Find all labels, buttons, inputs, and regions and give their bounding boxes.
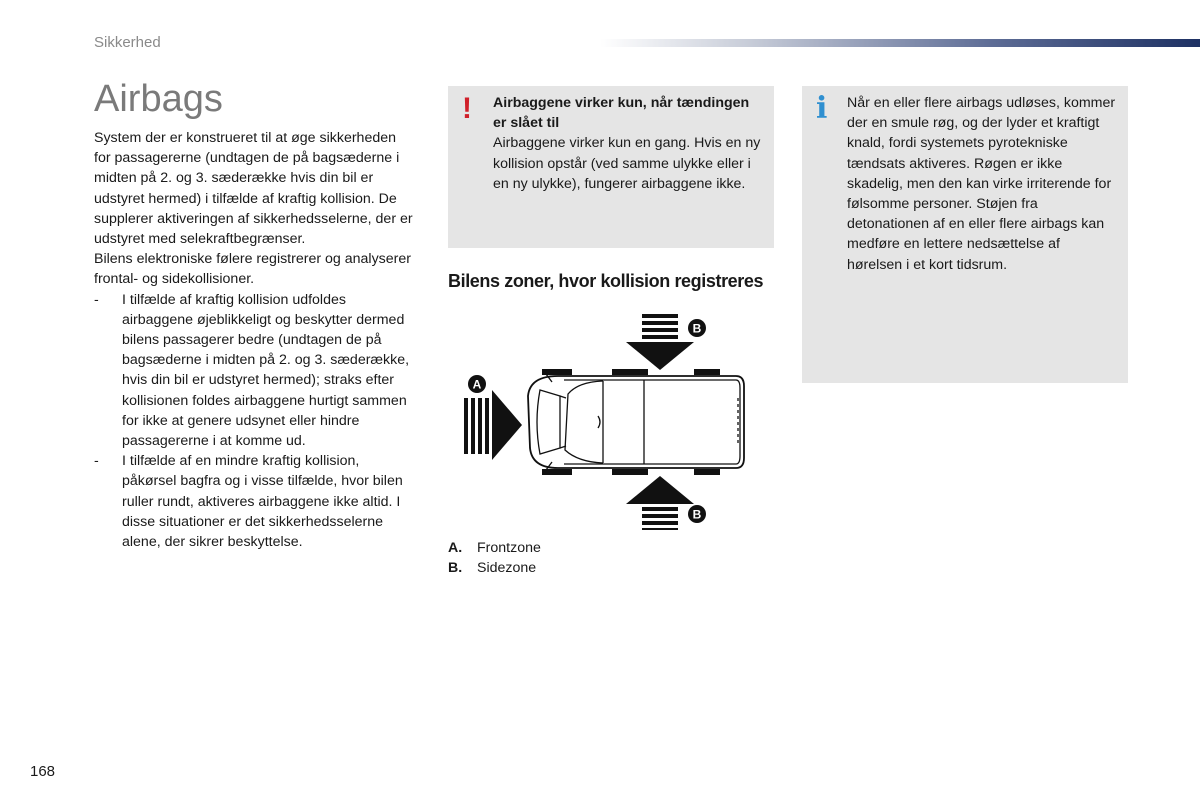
label-b-badge-bottom	[688, 505, 706, 523]
label-a: A	[472, 377, 482, 392]
side-impact-arrow-top	[626, 314, 694, 370]
label-b-top: B	[692, 321, 702, 336]
info-text: Når en eller flere airbags udløses, kommer der en smule røg, og der lyder et kraftigt knald, fordi systemets pyrotekniske tændsats aktiveres. Røgen er ikke skadelig, men den kan virke irriterende for følsomme personer. Støjen fra detonationen af en eller flere airbags kan medføre en lettere nedsættelse af hørelsen i et kort tidsrum.	[847, 95, 1116, 273]
legend-key: B.	[448, 560, 463, 577]
legend-item	[448, 538, 541, 558]
warning-title: Airbaggene virker kun, når tændingen er slået til	[493, 95, 750, 132]
label-b-bottom: B	[692, 507, 702, 522]
intro-paragraph: Bilens elektroniske følere registrerer og analyserer frontal- og sidekollisioner.	[94, 251, 411, 288]
legend-label: Sidezone	[477, 560, 537, 577]
warning-box	[448, 86, 774, 248]
bullet-marker: -	[94, 291, 99, 308]
bullet-marker: -	[94, 453, 99, 470]
page-title: Airbags	[94, 78, 223, 120]
zones-legend	[448, 538, 541, 578]
info-box	[802, 86, 1128, 383]
warning-content	[493, 93, 763, 194]
bullet-text: I tilfælde af en mindre kraftig kollision, påkørsel bagfra og i visse tilfælde, hvor bilen ruller rundt, aktiveres airbaggene ikke altid. I disse situationer er det sikkerhedsselerne alene, der sikrer beskyttelse.	[122, 453, 403, 551]
list-item	[94, 290, 414, 452]
header-bar	[600, 39, 1200, 47]
collision-zone-diagram	[448, 308, 768, 530]
label-b-badge-top	[688, 319, 706, 337]
legend-label: Frontzone	[477, 540, 541, 556]
front-impact-arrow	[464, 390, 522, 460]
side-impact-arrow-bottom	[626, 476, 694, 530]
section-header: Sikkerhed	[94, 34, 161, 51]
info-icon: i	[816, 91, 828, 126]
warning-icon: !	[462, 92, 472, 125]
page-number: 168	[30, 763, 56, 780]
bullet-text: I tilfælde af kraftig kollision udfoldes airbaggene øjeblikkeligt og beskytter dermed bilens passagerer bedre (undtagen de på bagsæderne i midten på 2. og 3. sæderække, hvis din bil er udstyret hermed); straks efter kollisionen foldes airbaggene hurtigt sammen for ikke at genere udsynet eller hindre passagererne i at komme ud.	[122, 291, 410, 450]
zones-heading: Bilens zoner, hvor kollision registreres	[448, 271, 764, 291]
van-top-view	[528, 369, 744, 475]
list-item	[94, 451, 414, 552]
legend-item	[448, 558, 541, 578]
intro-column	[94, 128, 414, 552]
intro-paragraph: System der er konstrueret til at øge sikkerheden for passagererne (undtagen de på bagsæderne i midten på 2. og 3. sæderække hvis din bil er udstyret hermed) i tilfælde af kraftig kollision. De supplerer aktiveringen af sikkerhedsselerne, der er udstyret med selekraftbegrænser.	[94, 130, 413, 248]
warning-text: Airbaggene virker kun en gang. Hvis en ny kollision opstår (ved samme ulykke eller i en ny ulykke), fungerer airbaggene ikke.	[493, 135, 761, 192]
legend-key: A.	[448, 540, 463, 556]
label-a-badge	[468, 375, 486, 393]
